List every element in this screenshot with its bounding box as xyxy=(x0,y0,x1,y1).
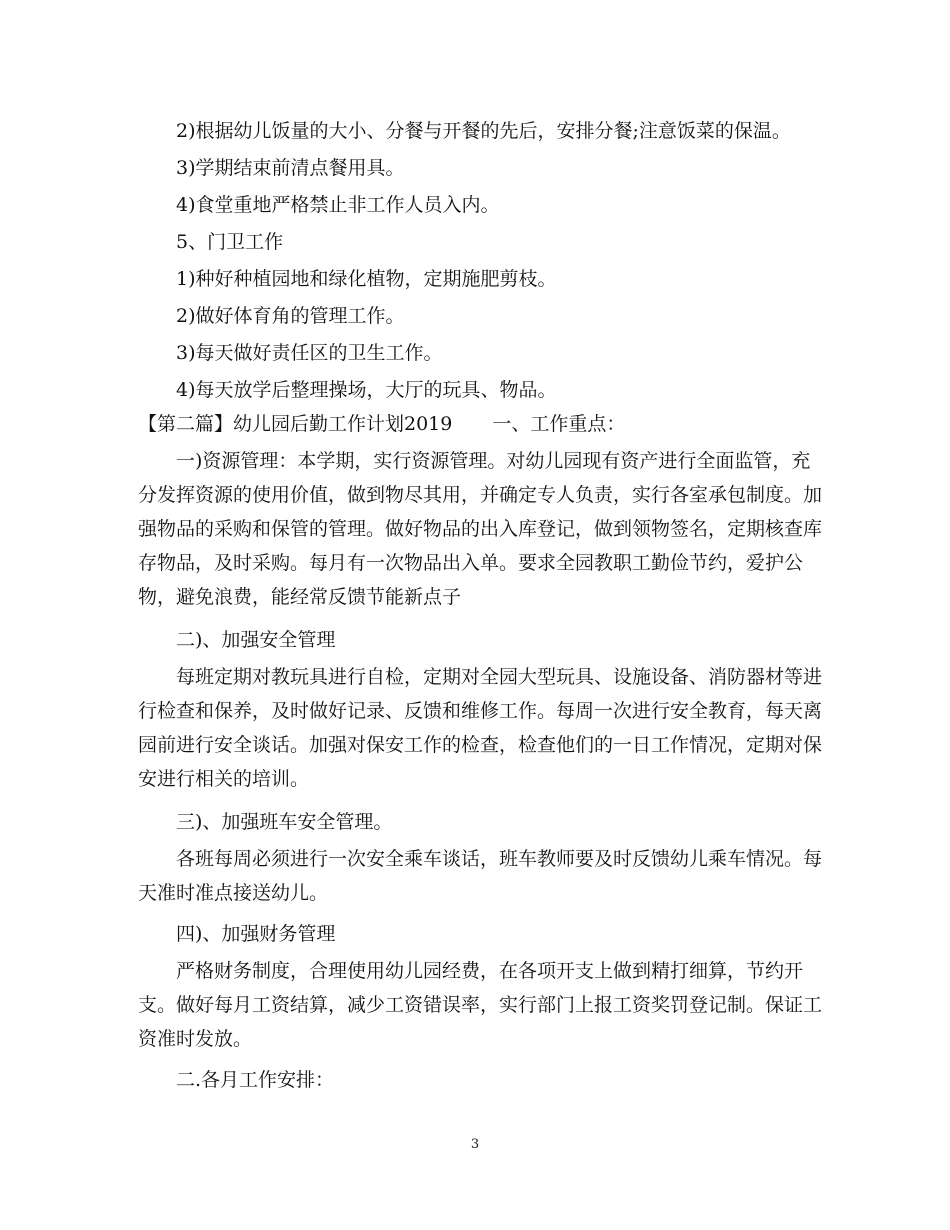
text-line: 天准时准点接送幼儿。 xyxy=(138,882,329,904)
page-number: 3 xyxy=(470,1137,480,1152)
section-heading: 四)、加强财务管理 xyxy=(176,923,336,945)
text-line: 2)根据幼儿饭量的大小、分餐与开餐的先后，安排分餐;注意饭菜的保温。 xyxy=(176,120,791,142)
text-line: 存物品，及时采购。每月有一次物品出入单。要求全园教职工勤俭节约，爱护公 xyxy=(138,552,804,574)
text-line: 4)每天放学后整理操场，大厅的玩具、物品。 xyxy=(176,379,557,401)
text-line: 2)做好体育角的管理工作。 xyxy=(176,305,405,327)
text-line: 3)学期结束前清点餐用具。 xyxy=(176,157,405,179)
text-line: 3)每天做好责任区的卫生工作。 xyxy=(176,342,443,364)
chapter-heading xyxy=(138,412,838,436)
text-line: 强物品的采购和保管的管理。做好物品的出入库登记，做到领物签名，定期核查库 xyxy=(138,518,823,540)
text-line: 支。做好每月工资结算，减少工资错误率，实行部门上报工资奖罚登记制。保证工 xyxy=(138,994,823,1016)
text-line: 资准时发放。 xyxy=(138,1028,253,1050)
chapter-subtitle: 一、工作重点： xyxy=(492,413,626,435)
section-heading: 三)、加强班车安全管理。 xyxy=(176,811,393,833)
section-heading: 二)、加强安全管理 xyxy=(176,629,336,651)
text-line: 严格财务制度，合理使用幼儿园经费，在各项开支上做到精打细算，节约开 xyxy=(176,960,804,982)
text-line: 行检查和保养，及时做好记录、反馈和维修工作。每周一次进行安全教育，每天离 xyxy=(138,700,823,722)
text-line: 安进行相关的培训。 xyxy=(138,768,310,790)
text-line: 园前进行安全谈话。加强对保安工作的检查，检查他们的一日工作情况，定期对保 xyxy=(138,734,823,756)
text-line: 每班定期对教玩具进行自检，定期对全园大型玩具、设施设备、消防器材等进 xyxy=(176,666,823,688)
text-line: 分发挥资源的使用价值，做到物尽其用，并确定专人负责，实行各室承包制度。加 xyxy=(138,484,823,506)
chapter-title: 【第二篇】幼儿园后勤工作计划2019 xyxy=(138,413,453,435)
section-heading: 二.各月工作安排： xyxy=(176,1069,335,1091)
text-line: 各班每周必须进行一次安全乘车谈话，班车教师要及时反馈幼儿乘车情况。每 xyxy=(176,848,823,870)
text-line: 1)种好种植园地和绿化植物，定期施肥剪枝。 xyxy=(176,268,557,290)
text-line: 一)资源管理：本学期，实行资源管理。对幼儿园现有资产进行全面监管，充 xyxy=(176,450,811,472)
text-line: 4)食堂重地严格禁止非工作人员入内。 xyxy=(176,194,500,216)
text-line: 物，避免浪费，能经常反馈节能新点子 xyxy=(138,586,462,608)
section-heading: 5、门卫工作 xyxy=(176,231,284,253)
